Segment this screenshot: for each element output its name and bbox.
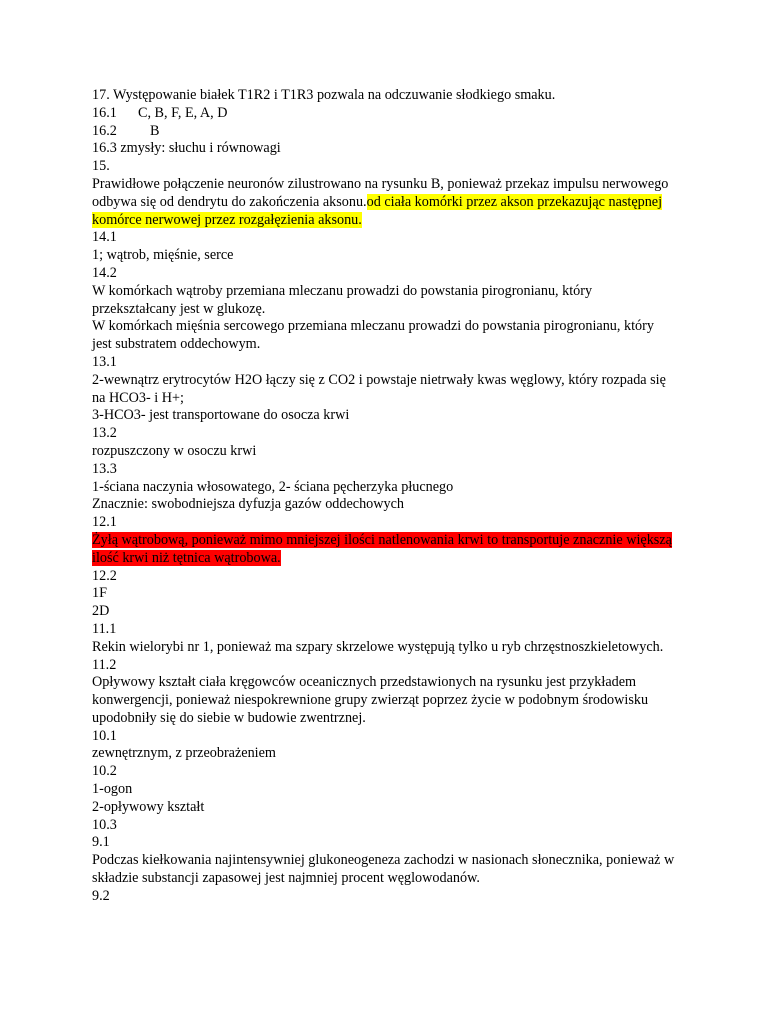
text-line: 1-ogon: [92, 781, 133, 798]
text-line: W komórkach mięśnia sercowego przemiana mleczanu prowadzi do powstania pirogronianu, który: [92, 318, 654, 335]
text-line: 1-ściana naczynia włosowatego, 2- ściana pęcherzyka płucnego: [92, 478, 454, 495]
text-line: rozpuszczony w osoczu krwi: [92, 442, 257, 459]
text-line: Opływowy kształt ciała kręgowców oceanicznych przedstawionych na rysunku jest przykładem: [92, 674, 637, 691]
text-line: [92, 212, 678, 230]
text-line: 13.3: [92, 460, 117, 477]
text-line: na HCO3- i H+;: [92, 389, 184, 406]
text-line: 15.: [92, 158, 110, 175]
text-line: [92, 194, 678, 212]
text-line: składzie substancji zapasowej jest najmniej procent węglowodanów.: [92, 870, 480, 887]
text-line: 14.1: [92, 229, 117, 246]
text-line: 9.2: [92, 887, 110, 904]
text-line: zewnętrznym, z przeobrażeniem: [92, 745, 276, 762]
text-line: 10.1: [92, 727, 117, 744]
yellow-highlight: komórce nerwowej przez rozgałęzienia aksonu.: [92, 211, 362, 228]
item-answer: C, B, F, E, A, D: [138, 104, 228, 121]
plain-text: odbywa się od dendrytu do zakończenia aksonu.: [92, 193, 367, 210]
text-line: 13.2: [92, 425, 117, 442]
text-line: 2-opływowy kształt: [92, 798, 205, 815]
item-number: 16.2: [92, 122, 117, 139]
text-line: Podczas kiełkowania najintensywniej glukoneogeneza zachodzi w nasionach słonecznika, ponieważ w: [92, 852, 675, 869]
text-line: [92, 550, 678, 568]
text-line: 2-wewnątrz erytrocytów H2O łączy się z CO2 i powstaje nietrwały kwas węglowy, który rozpada się: [92, 371, 666, 388]
yellow-highlight: od ciała komórki przez akson przekazując następnej: [366, 193, 663, 210]
text-line: 11.2: [92, 656, 117, 673]
text-line: 12.2: [92, 567, 117, 584]
text-line: 17. Występowanie białek T1R2 i T1R3 pozwala na odczuwanie słodkiego smaku.: [92, 87, 556, 103]
text-line: W komórkach wątroby przemiana mleczanu prowadzi do powstania pirogronianu, który: [92, 282, 593, 299]
text-line: 1; wątrob, mięśnie, serce: [92, 247, 234, 264]
item-answer: B: [150, 122, 160, 139]
red-highlight: ilość krwi niż tętnica wątrobowa.: [92, 549, 281, 566]
text-line: Rekin wielorybi nr 1, ponieważ ma szpary skrzelowe występują tylko u ryb chrzęstnoszkieletowych.: [92, 638, 664, 655]
red-highlight: Żyłą wątrobową, ponieważ mimo mniejszej ilości natlenowania krwi to transportuje znacznie większą: [92, 531, 672, 548]
text-line: upodobniły się do siebie w budowie zwentrznej.: [92, 709, 366, 726]
text-line: Znacznie: swobodniejsza dyfuzja gazów oddechowych: [92, 496, 405, 513]
text-line: Prawidłowe połączenie neuronów zilustrowano na rysunku B, ponieważ przekaz impulsu nerwowego: [92, 175, 669, 192]
text-line: jest substratem oddechowym.: [92, 336, 261, 353]
text-line: 3-HCO3- jest transportowane do osocza krwi: [92, 407, 350, 424]
text-line: 12.1: [92, 514, 117, 531]
text-line: 16.3 zmysły: słuchu i równowagi: [92, 140, 281, 157]
text-line: 11.1: [92, 620, 117, 637]
text-line: [92, 532, 678, 550]
text-line: 10.2: [92, 763, 117, 780]
text-line: przekształcany jest w glukozę.: [92, 300, 266, 317]
text-line: 10.3: [92, 816, 117, 833]
text-line: [92, 105, 678, 123]
text-line: [92, 123, 678, 141]
item-number: 16.1: [92, 104, 117, 121]
text-line: 2D: [92, 603, 110, 620]
text-line: 13.1: [92, 353, 117, 370]
text-line: 9.1: [92, 834, 110, 851]
text-line: konwergencji, ponieważ niespokrewnione grupy zwierząt poprzez życie w podobnym środowisku: [92, 692, 649, 709]
text-line: 1F: [92, 585, 107, 602]
text-line: 14.2: [92, 264, 117, 281]
